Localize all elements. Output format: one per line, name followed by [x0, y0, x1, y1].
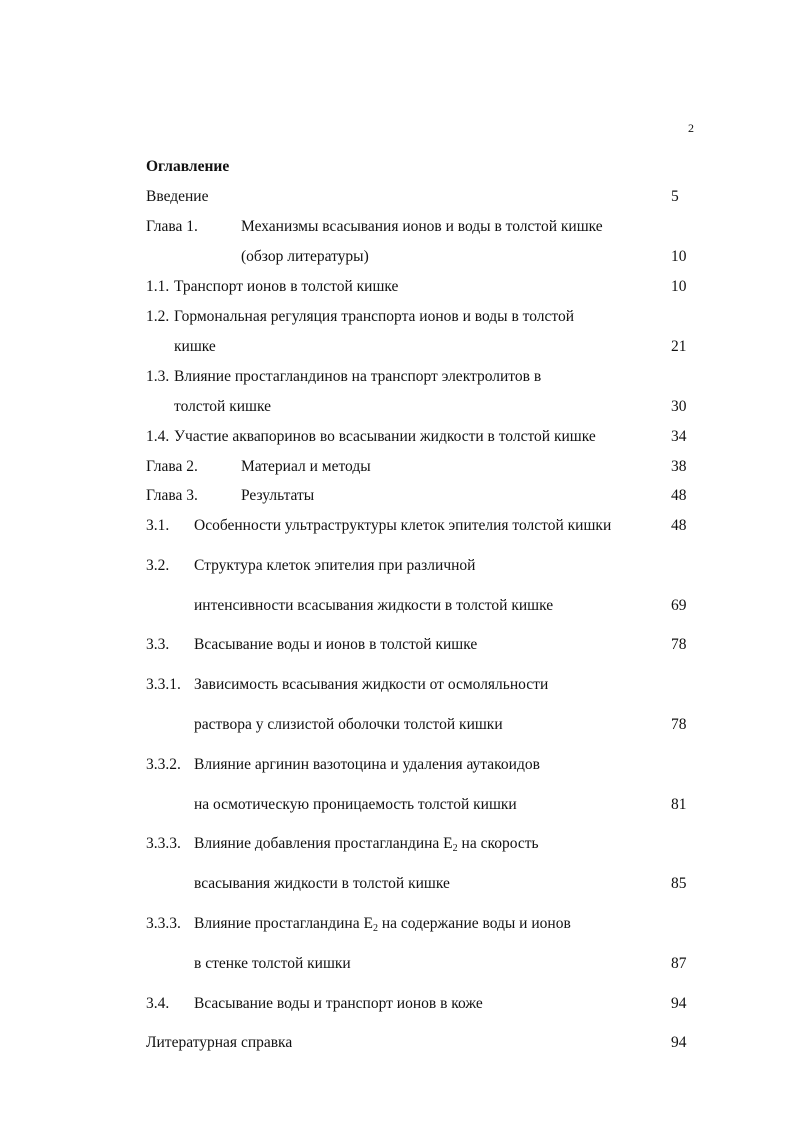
toc-page-number: 10	[671, 278, 687, 295]
toc-page-number: 34	[671, 428, 687, 445]
toc-page-number: 69	[671, 597, 687, 614]
subscript: 2	[372, 923, 378, 934]
title-text: Влияние простагландина Е	[194, 915, 373, 932]
toc-entry-title: Зависимость всасывания жидкости от осмоляльности	[194, 676, 549, 693]
toc-entry-title-cont: толстой кишке	[174, 398, 272, 415]
toc-entry-title: Материал и методы	[241, 458, 371, 475]
toc-section-number: 3.4.	[146, 995, 170, 1012]
toc-page-number: 48	[671, 517, 687, 534]
toc-section-number: 3.1.	[146, 517, 170, 534]
toc-page-number: 94	[671, 995, 687, 1012]
toc-section-number: 1.3.	[146, 368, 170, 385]
toc-entry-title: Структура клеток эпителия при различной	[194, 557, 476, 574]
toc-entry-title: Результаты	[241, 487, 315, 504]
toc-entry-title: Транспорт ионов в толстой кишке	[174, 278, 399, 295]
toc-entry-title: Механизмы всасывания ионов и воды в толстой кишке	[241, 218, 603, 235]
toc-entry-title-cont: на осмотическую проницаемость толстой кишки	[194, 796, 517, 813]
toc-page-number: 10	[671, 248, 687, 265]
toc-entry-title-cont: интенсивности всасывания жидкости в толстой кишке	[194, 597, 554, 614]
toc-section-number: 3.3.3.	[146, 915, 181, 932]
toc-entry-title: Влияние аргинин вазотоцина и удаления аутакоидов	[194, 756, 540, 773]
toc-entry-title: Влияние простагландинов на транспорт электролитов в	[174, 368, 542, 385]
toc-chapter-number: Глава 2.	[146, 458, 198, 475]
toc-section-number: 1.4.	[146, 428, 170, 445]
toc-entry-label: Введение	[146, 188, 209, 205]
page-number: 2	[688, 121, 694, 135]
toc-section-number: 3.3.2.	[146, 756, 181, 773]
toc-entry-title: Всасывание воды и транспорт ионов в коже	[194, 995, 483, 1012]
toc-page-number: 94	[671, 1034, 687, 1051]
toc-entry-title	[194, 835, 539, 853]
toc-page-number: 5	[671, 188, 679, 205]
toc-entry-title	[194, 915, 571, 933]
toc-entry-title: Гормональная регуляция транспорта ионов и воды в толстой	[174, 308, 574, 325]
toc-chapter-number: Глава 3.	[146, 487, 198, 504]
toc-page-number: 30	[671, 398, 687, 415]
toc-entry-title-cont: кишке	[174, 338, 216, 355]
title-text-post: на скорость	[457, 835, 539, 852]
toc-page-number: 21	[671, 338, 687, 355]
toc-page-number: 81	[671, 796, 687, 813]
title-text: Влияние добавления простагландина Е	[194, 835, 453, 852]
toc-entry-label: Литературная справка	[146, 1034, 293, 1051]
subscript: 2	[452, 843, 458, 854]
toc-page-number: 87	[671, 955, 687, 972]
toc-section-number: 3.3.1.	[146, 676, 181, 693]
toc-entry-title-cont: (обзор литературы)	[241, 248, 369, 265]
toc-entry-title-cont: раствора у слизистой оболочки толстой кишки	[194, 716, 503, 733]
toc-entry-title-cont: всасывания жидкости в толстой кишке	[194, 875, 450, 892]
toc-page-number: 78	[671, 716, 687, 733]
title-text-post: на содержание воды и ионов	[377, 915, 571, 932]
toc-entry-title: Всасывание воды и ионов в толстой кишке	[194, 636, 478, 653]
toc-entry-title: Особенности ультраструктуры клеток эпителия толстой кишки	[194, 517, 612, 534]
toc-section-number: 3.2.	[146, 557, 170, 574]
toc-page-number: 85	[671, 875, 687, 892]
toc-entry-title: Участие аквапоринов во всасывании жидкости в толстой кишке	[174, 428, 596, 445]
toc-page-number: 48	[671, 487, 687, 504]
toc-entry-title-cont: в стенке толстой кишки	[194, 955, 351, 972]
toc-section-number: 3.3.	[146, 636, 170, 653]
toc-section-number: 1.1.	[146, 278, 170, 295]
toc-title: Оглавление	[146, 158, 230, 175]
toc-chapter-number: Глава 1.	[146, 218, 198, 235]
toc-section-number: 1.2.	[146, 308, 170, 325]
toc-page-number: 78	[671, 636, 687, 653]
toc-section-number: 3.3.3.	[146, 835, 181, 852]
toc-page-number: 38	[671, 458, 687, 475]
